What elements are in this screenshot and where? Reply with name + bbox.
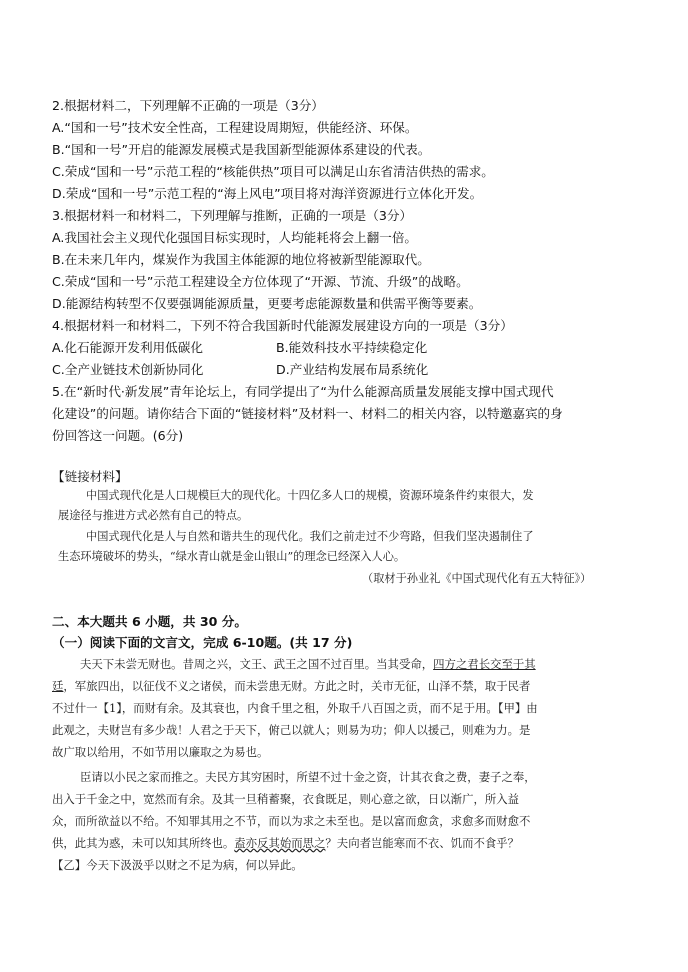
passage-line-9-text-b: ？夫向者岂能寒而不衣、饥而不食乎？	[325, 836, 520, 850]
passage-line-9-text-a: 供，此其为惑，未可以知其所终也。	[52, 836, 235, 850]
section-2-title: 二、本大题共 6 小题，共 30 分。	[52, 614, 247, 629]
q2-option-b: B.“国和一号”开启的能源发展模式是我国新型能源体系建设的代表。	[52, 142, 431, 157]
passage-line-5: 故广取以给用，不如节用以廉取之为易也。	[52, 745, 269, 759]
passage-line-10: 【乙】今天下汲汲乎以财之不足为病，何以异此。	[52, 858, 303, 872]
q4-option-b: B.能效科技水平持续稳定化	[276, 340, 428, 355]
link-material-p1-line2: 展途径与推进方式必然有自己的特点。	[58, 509, 249, 522]
q3-option-b: B.在未来几年内，煤炭作为我国主体能源的地位将被新型能源取代。	[52, 252, 430, 267]
passage-line-1	[80, 655, 536, 674]
passage-line-9	[52, 834, 519, 853]
q3-option-a: A.我国社会主义现代化强国目标实现时，人均能耗将会上翻一倍。	[52, 230, 418, 245]
q4-option-c: C.全产业链技术创新协同化	[52, 362, 204, 377]
q3-stem: 3.根据材料一和材料二，下列理解与推断，正确的一项是（3分）	[52, 208, 413, 223]
q2-stem: 2.根据材料二，下列理解不正确的一项是（3分）	[52, 98, 324, 113]
link-material-p1-line1: 中国式现代化是人口规模巨大的现代化。十四亿多人口的规模，资源环境条件约束很大，发	[86, 489, 534, 502]
link-material-source: （取材于孙业礼《中国式现代化有五大特征》）	[362, 572, 592, 585]
q4-option-d: D.产业结构发展布局系统化	[276, 362, 429, 377]
link-material-p2-line1: 中国式现代化是人与自然和谐共生的现代化。我们之前走过不少弯路，但我们坚决遏制住了	[86, 530, 534, 543]
passage-line-4: 此观之，夫财岂有多少哉！人君之于天下，俯己以就人；则易为功；仰人以援己，则难为力。是	[52, 723, 531, 737]
q2-option-c: C.荣成“国和一号”示范工程的“核能供热”项目可以满足山东省清洁供热的需求。	[52, 164, 494, 179]
passage-line-2	[52, 677, 530, 696]
passage-line-1-text: 夫天下未尝无财也。昔周之兴，文王、武王之国不过百里。当其受命，	[80, 657, 434, 671]
passage-line-8: 众，而所欲益以不给。不知罪其用之不节，而以为求之未至也。是以富而愈贪，求愈多而财愈不	[52, 814, 531, 828]
q5-line-3: 份回答这一问题。(6分)	[52, 428, 184, 443]
passage-line-7: 出入于千金之中，宽然而有余。及其一旦稍蓄聚，衣食既足，则心意之欲，日以渐广，所入益	[52, 792, 520, 806]
q5-line-2: 化建设”的问题。请你结合下面的“链接材料”及材料一、材料二的相关内容，以特邀嘉宾的身	[52, 406, 563, 421]
q3-option-d: D.能源结构转型不仅要强调能源质量，更要考虑能源数量和供需平衡等要素。	[52, 296, 482, 311]
passage-line-2-text: ，军旅四出，以征伐不义之诸侯，而未尝患无财。方此之时，关市无征，山泽不禁，取于民者	[63, 679, 531, 693]
q4-stem: 4.根据材料一和材料二，下列不符合我国新时代能源发展建设方向的一项是（3分）	[52, 318, 513, 333]
q4-option-a: A.化石能源开发利用低碳化	[52, 340, 203, 355]
link-material-heading: 【链接材料】	[52, 469, 128, 484]
q3-option-c: C.荣成“国和一号”示范工程建设全方位体现了“开源、节流、升级”的战略。	[52, 274, 469, 289]
q2-option-a: A.“国和一号”技术安全性高，工程建设周期短，供能经济、环保。	[52, 120, 418, 135]
underlined-sentence-1a: 四方之君长交至于其	[433, 657, 536, 671]
section-2-subtitle: （一）阅读下面的文言文，完成 6-10题。(共 17 分)	[52, 635, 353, 650]
q2-option-d: D.荣成“国和一号”示范工程的“海上风电”项目将对海洋资源进行立体化开发。	[52, 186, 483, 201]
link-material-p2-line2: 生态环境破坏的势头，“绿水青山就是金山银山”的理念已经深入人心。	[58, 550, 406, 563]
passage-line-6: 臣请以小民之家而推之。夫民方其穷困时，所望不过十金之资，计其衣食之费，妻子之奉，	[80, 770, 536, 784]
underlined-sentence-1b: 廷	[52, 679, 64, 693]
passage-line-3: 不过什一【1】，而财有余。及其衰也，内食千里之租，外取千八百国之贡，而不足于用。【甲】由	[52, 701, 538, 715]
q5-line-1: 5.在“新时代·新发展”青年论坛上，有同学提出了“为什么能源高质量发展能支撑中国式现代	[52, 384, 554, 399]
wavy-underlined-sentence: 盍亦反其始而思之	[234, 836, 326, 850]
